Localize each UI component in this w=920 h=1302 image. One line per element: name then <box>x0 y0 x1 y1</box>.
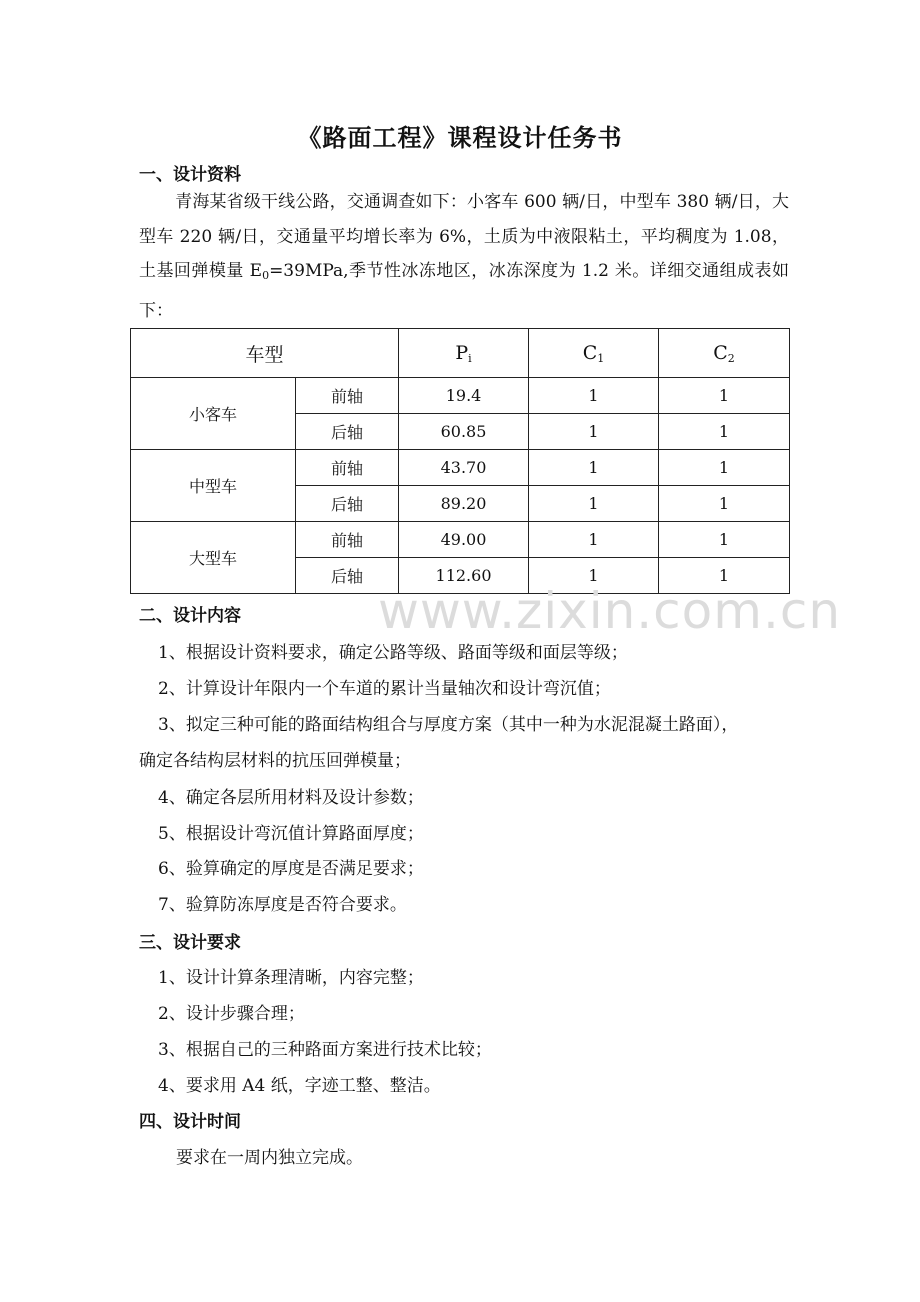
c1-cell: 1 <box>529 378 659 414</box>
section-heading-design-requirements: 三、设计要求 <box>139 933 241 953</box>
section-heading-design-data: 一、设计资料 <box>139 165 241 185</box>
content-item: 1、根据设计资料要求，确定公路等级、路面等级和面层等级； <box>158 643 628 663</box>
document-title: 《路面工程》课程设计任务书 <box>297 124 623 152</box>
p-cell: 112.60 <box>399 558 529 594</box>
requirement-item: 3、根据自己的三种路面方案进行技术比较； <box>158 1040 492 1060</box>
c2-cell: 1 <box>659 486 790 522</box>
content-item-continued: 确定各结构层材料的抗压回弹模量； <box>139 751 411 771</box>
axle-cell: 后轴 <box>296 414 399 450</box>
header-p: $P_i$ <box>399 329 529 378</box>
axle-cell: 前轴 <box>296 450 399 486</box>
design-time-text: 要求在一周内独立完成。 <box>176 1148 363 1168</box>
content-item: 5、根据设计弯沉值计算路面厚度； <box>158 824 424 844</box>
c2-cell: 1 <box>659 378 790 414</box>
c1-cell: 1 <box>529 522 659 558</box>
header-c2: $C_2$ <box>659 329 790 378</box>
axle-cell: 前轴 <box>296 522 399 558</box>
content-item: 6、验算确定的厚度是否满足要求； <box>158 859 424 879</box>
c1-cell: 1 <box>529 414 659 450</box>
p-cell: 19.4 <box>399 378 529 414</box>
vehicle-type-cell: 小客车 <box>131 378 296 450</box>
content-item: 4、确定各层所用材料及设计参数； <box>158 788 424 808</box>
header-c1: $C_1$ <box>529 329 659 378</box>
requirement-item: 1、设计计算条理清晰，内容完整； <box>158 968 424 988</box>
section-heading-design-time: 四、设计时间 <box>139 1112 241 1132</box>
traffic-composition-table <box>130 328 790 594</box>
p-cell: 89.20 <box>399 486 529 522</box>
content-item: 2、计算设计年限内一个车道的累计当量轴次和设计弯沉值； <box>158 679 611 699</box>
vehicle-type-cell: 大型车 <box>131 522 296 594</box>
design-data-subscript: 0 <box>262 269 270 282</box>
table-header-row <box>131 329 790 378</box>
axle-cell: 后轴 <box>296 558 399 594</box>
c2-cell: 1 <box>659 414 790 450</box>
axle-cell: 前轴 <box>296 378 399 414</box>
c1-cell: 1 <box>529 450 659 486</box>
design-data-text-a: 青海某省级干线公路，交通调查如下：小客车 600 辆/日，中型车 380 辆/日，大型车 220 辆/日，交通量平均增长率为 6%，土质为中液限粘土，平均稠度为 1.08，土基回弹模量 E <box>139 192 789 281</box>
table-row <box>131 522 790 558</box>
design-data-text-b: =39MPa,季节性冰冻地区，冰冻深度为 1.2 米。详细交通组成表如下： <box>139 261 789 321</box>
design-data-paragraph <box>139 185 789 328</box>
requirement-item: 4、要求用 A4 纸，字迹工整、整洁。 <box>158 1076 441 1096</box>
content-item: 3、拟定三种可能的路面结构组合与厚度方案（其中一种为水泥混凝土路面）， <box>158 715 739 735</box>
c2-cell: 1 <box>659 558 790 594</box>
p-cell: 49.00 <box>399 522 529 558</box>
vehicle-type-cell: 中型车 <box>131 450 296 522</box>
table-row <box>131 450 790 486</box>
content-item: 7、验算防冻厚度是否符合要求。 <box>158 895 407 915</box>
c2-cell: 1 <box>659 450 790 486</box>
table-row <box>131 378 790 414</box>
requirement-item: 2、设计步骤合理； <box>158 1004 305 1024</box>
c1-cell: 1 <box>529 486 659 522</box>
c1-cell: 1 <box>529 558 659 594</box>
section-heading-design-content: 二、设计内容 <box>139 606 241 626</box>
watermark: www.zixin.com.cn <box>378 582 842 640</box>
header-vehicle-type: 车型 <box>131 329 399 378</box>
axle-cell: 后轴 <box>296 486 399 522</box>
c2-cell: 1 <box>659 522 790 558</box>
p-cell: 60.85 <box>399 414 529 450</box>
p-cell: 43.70 <box>399 450 529 486</box>
